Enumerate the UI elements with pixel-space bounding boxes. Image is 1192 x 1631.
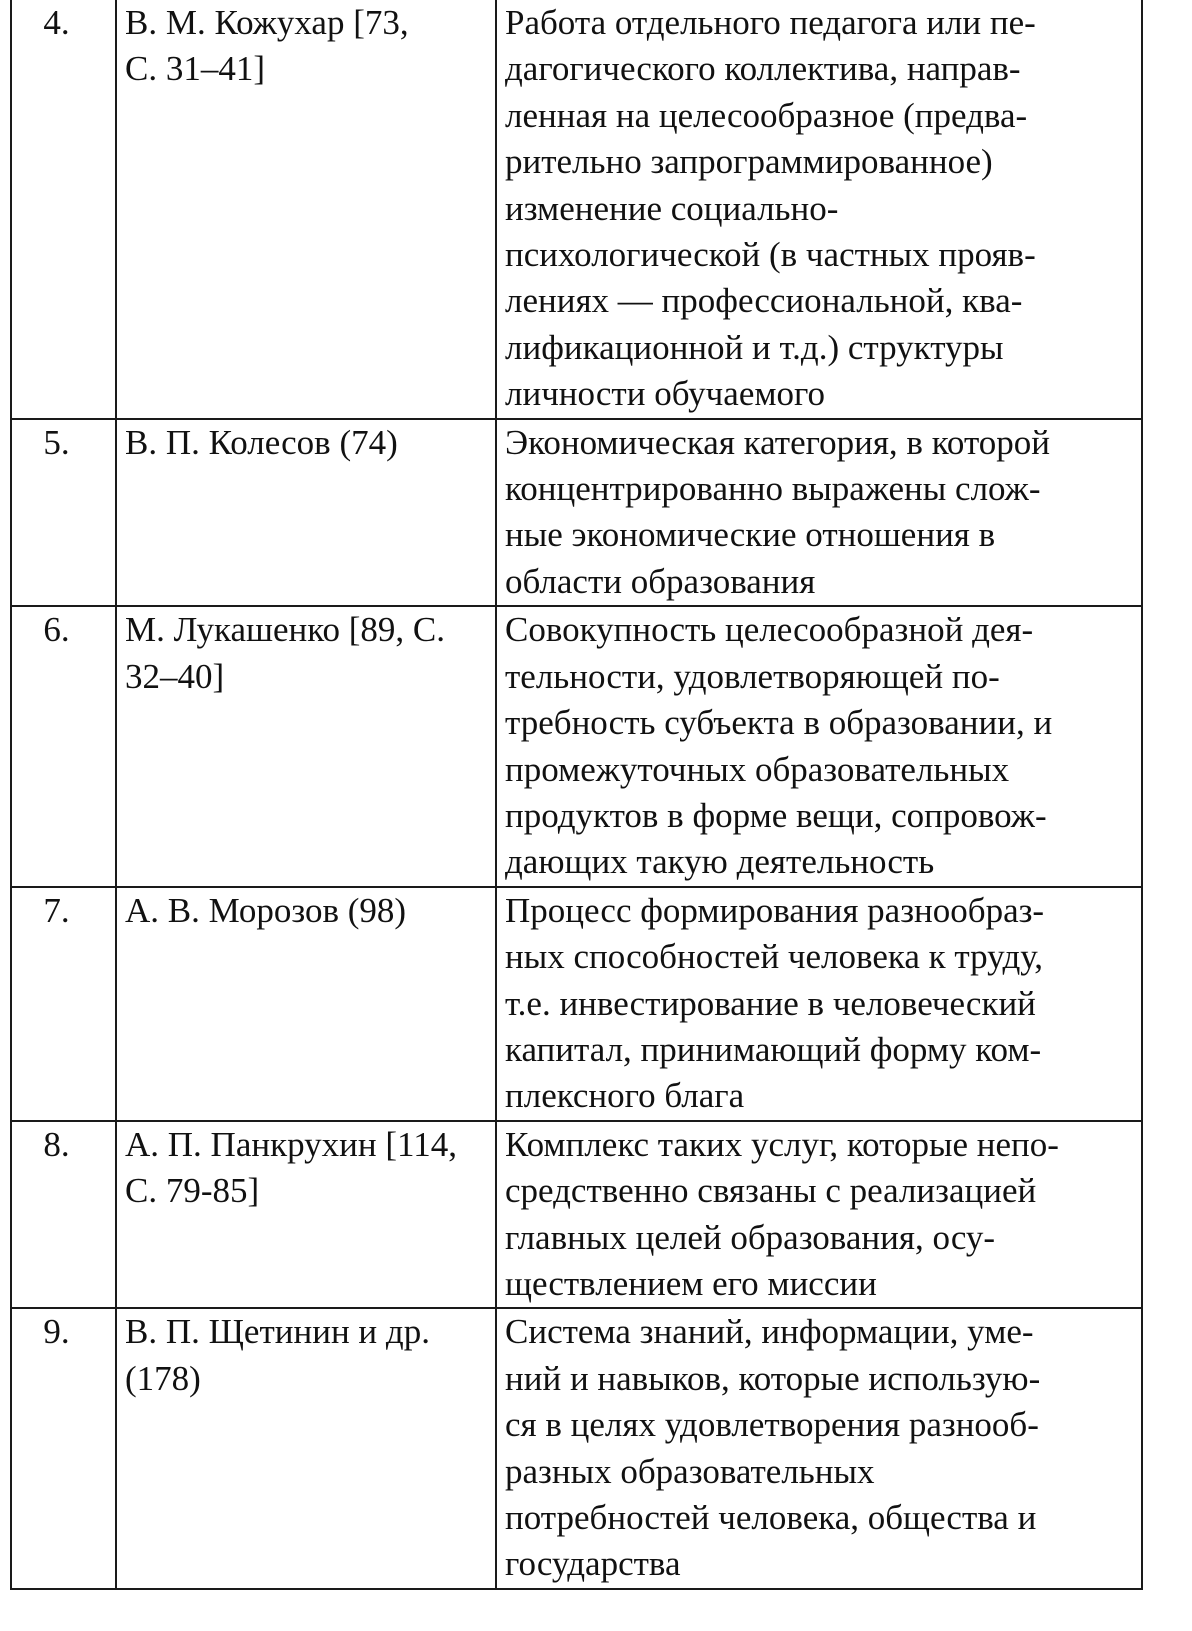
definition-line: тельности, удовлетворяющей по- xyxy=(505,656,1000,696)
definition-cell xyxy=(496,606,1142,886)
definition-line: требность субъекта в образовании, и xyxy=(505,703,1053,743)
definition-line: ся в целях удовлетворения разнооб- xyxy=(505,1405,1039,1445)
author-line: В. М. Кожухар [73, xyxy=(125,3,409,42)
author-line: А. П. Панкрухин [114, xyxy=(125,1124,457,1164)
definition-line: главных целей образования, осу- xyxy=(505,1217,996,1257)
definition-line: средственно связаны с реализацией xyxy=(505,1171,1037,1211)
table-row xyxy=(11,1121,1142,1309)
document-page xyxy=(10,0,1141,1590)
author-cell xyxy=(116,0,496,419)
definition-line: области образования xyxy=(505,561,816,601)
definition-line: лификационной и т.д.) структуры xyxy=(505,327,1004,367)
row-number: 7. xyxy=(11,887,116,1121)
definition-cell xyxy=(496,887,1142,1121)
definition-line: ществлением его миссии xyxy=(505,1263,877,1303)
table-row xyxy=(11,606,1142,886)
table-body xyxy=(11,0,1142,1589)
definition-line: личности обучаемого xyxy=(505,374,825,414)
definition-line: Экономическая категория, в которой xyxy=(505,422,1051,462)
row-number: 5. xyxy=(11,419,116,607)
definition-line: ные экономические отношения в xyxy=(505,515,996,555)
author-line: М. Лукашенко [89, С. xyxy=(125,610,445,650)
definition-line: лениях — профессиональной, ква- xyxy=(505,281,1023,321)
author-line: С. 79-85] xyxy=(125,1171,260,1211)
definition-cell xyxy=(496,1308,1142,1588)
definition-line: разных образовательных xyxy=(505,1451,875,1491)
definition-line: плексного блага xyxy=(505,1076,745,1116)
author-line: В. П. Щетинин и др. xyxy=(125,1312,430,1352)
definition-line: ленная на целесообразное (предва- xyxy=(505,95,1028,135)
definition-line: ний и навыков, которые использую- xyxy=(505,1358,1041,1398)
row-number: 6. xyxy=(11,606,116,886)
definition-cell xyxy=(496,0,1142,419)
author-cell xyxy=(116,419,496,607)
definition-line: Комплекс таких услуг, которые непо- xyxy=(505,1124,1059,1164)
definition-line: изменение социально- xyxy=(505,188,839,228)
row-number: 8. xyxy=(11,1121,116,1309)
author-cell xyxy=(116,1121,496,1309)
table-row xyxy=(11,0,1142,419)
definition-line: т.е. инвестирование в человеческий xyxy=(505,983,1036,1023)
table-row xyxy=(11,887,1142,1121)
author-line: С. 31–41] xyxy=(125,49,265,89)
definition-line: Совокупность целесообразной дея- xyxy=(505,610,1034,650)
definition-line: Работа отдельного педагога или пе- xyxy=(505,3,1036,42)
definitions-table xyxy=(10,0,1143,1590)
definition-line: дагогического коллектива, направ- xyxy=(505,49,1021,89)
author-line: (178) xyxy=(125,1358,201,1398)
definition-line: психологической (в частных прояв- xyxy=(505,235,1036,275)
author-line: В. П. Колесов (74) xyxy=(125,422,398,462)
definition-line: промежуточных образовательных xyxy=(505,749,1010,789)
table-row xyxy=(11,419,1142,607)
definition-line: Система знаний, информации, уме- xyxy=(505,1312,1034,1352)
table-row xyxy=(11,1308,1142,1588)
definition-line: дающих такую деятельность xyxy=(505,842,935,882)
row-number: 4. xyxy=(11,0,116,419)
definition-line: потребностей человека, общества и xyxy=(505,1498,1037,1537)
author-cell xyxy=(116,887,496,1121)
definition-cell xyxy=(496,419,1142,607)
definition-line: ных способностей человека к труду, xyxy=(505,937,1044,977)
author-line: А. В. Морозов (98) xyxy=(125,890,407,930)
definition-line: государства xyxy=(505,1544,681,1584)
row-number: 9. xyxy=(11,1308,116,1588)
definition-cell xyxy=(496,1121,1142,1309)
author-cell xyxy=(116,606,496,886)
definition-line: Процесс формирования разнообраз- xyxy=(505,890,1045,930)
definition-line: продуктов в форме вещи, сопровож- xyxy=(505,795,1047,835)
definition-line: капитал, принимающий форму ком- xyxy=(505,1029,1042,1069)
definition-line: рительно запрограммированное) xyxy=(505,142,993,182)
author-line: 32–40] xyxy=(125,656,225,696)
definition-line: концентрированно выражены слож- xyxy=(505,469,1041,509)
author-cell xyxy=(116,1308,496,1588)
